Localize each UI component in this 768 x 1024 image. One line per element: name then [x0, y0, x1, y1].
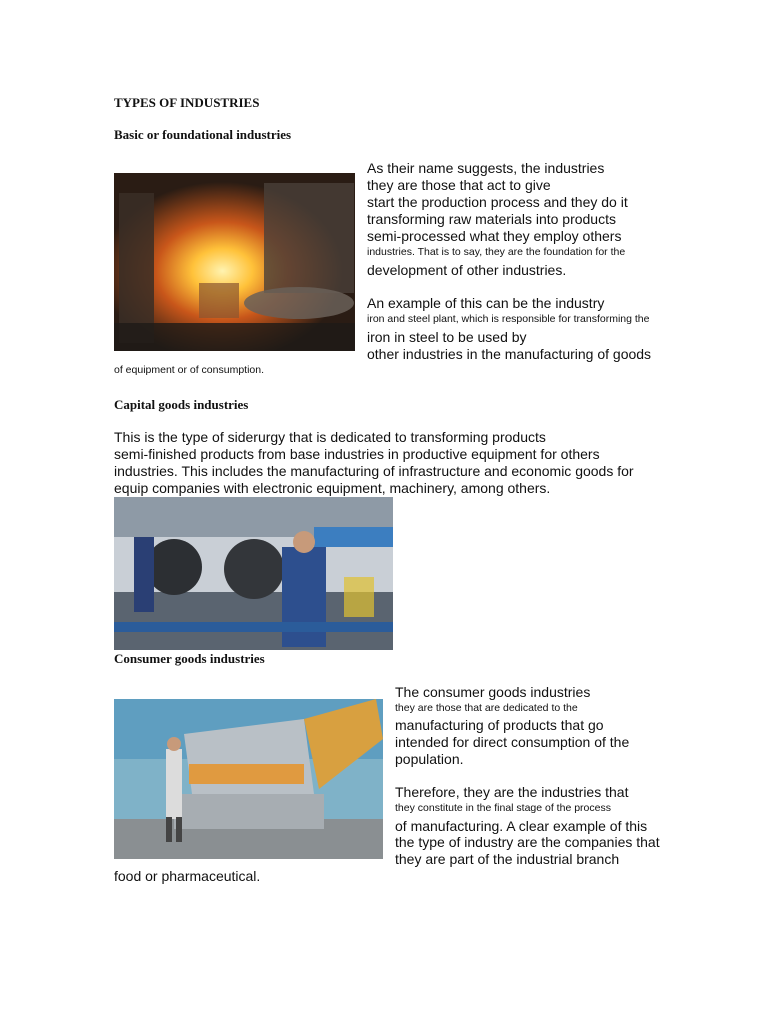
- steel-plant-image: [114, 173, 355, 351]
- text-line: development of other industries.: [367, 262, 567, 278]
- assembly-line-image: [114, 497, 393, 650]
- text-line: intended for direct consumption of the: [395, 734, 630, 750]
- section-consumer-text: [395, 684, 670, 884]
- section-heading-capital: Capital goods industries: [114, 397, 249, 412]
- text-line: population.: [395, 751, 464, 767]
- text-line: equip companies with electronic equipment, machinery, among others.: [114, 480, 551, 496]
- text-line: start the production process and they do it: [367, 194, 628, 210]
- text-line: This is the type of siderurgy that is dedicated to transforming products: [114, 429, 546, 445]
- text-line: transforming raw materials into products: [367, 211, 616, 227]
- text-line: iron in steel to be used by: [367, 329, 527, 345]
- text-line: An example of this can be the industry: [367, 295, 605, 311]
- text-line: of equipment or of consumption.: [114, 364, 265, 376]
- text-line: the type of industry are the companies that: [395, 834, 660, 850]
- text-line: they are those that act to give: [367, 177, 551, 193]
- section-heading-consumer: Consumer goods industries: [114, 651, 265, 666]
- text-line: food or pharmaceutical.: [114, 868, 261, 884]
- section-capital-text: [114, 429, 679, 499]
- section-heading-basic: Basic or foundational industries: [114, 127, 292, 142]
- text-line: industries. This includes the manufacturing of infrastructure and economic goods for: [114, 463, 634, 479]
- page-title: TYPES OF INDUSTRIES: [114, 95, 260, 110]
- text-line: of manufacturing. A clear example of this: [395, 818, 648, 834]
- text-line: they are part of the industrial branch: [395, 851, 620, 867]
- text-line: industries. That is to say, they are the foundation for the: [367, 246, 626, 258]
- text-line: As their name suggests, the industries: [367, 160, 605, 176]
- text-line: iron and steel plant, which is responsible for transforming the: [367, 313, 650, 325]
- text-line: semi-finished products from base industries in productive equipment for others: [114, 446, 600, 462]
- section-basic-text: [367, 160, 679, 370]
- text-line: Therefore, they are the industries that: [395, 784, 629, 800]
- food-production-image: [114, 699, 383, 859]
- text-line: manufacturing of products that go: [395, 717, 604, 733]
- text-line: they are those that are dedicated to the: [395, 702, 578, 714]
- text-line: semi-processed what they employ others: [367, 228, 622, 244]
- text-line: The consumer goods industries: [395, 684, 591, 700]
- text-line: they constitute in the final stage of the process: [395, 802, 611, 814]
- text-line: other industries in the manufacturing of goods: [367, 346, 652, 362]
